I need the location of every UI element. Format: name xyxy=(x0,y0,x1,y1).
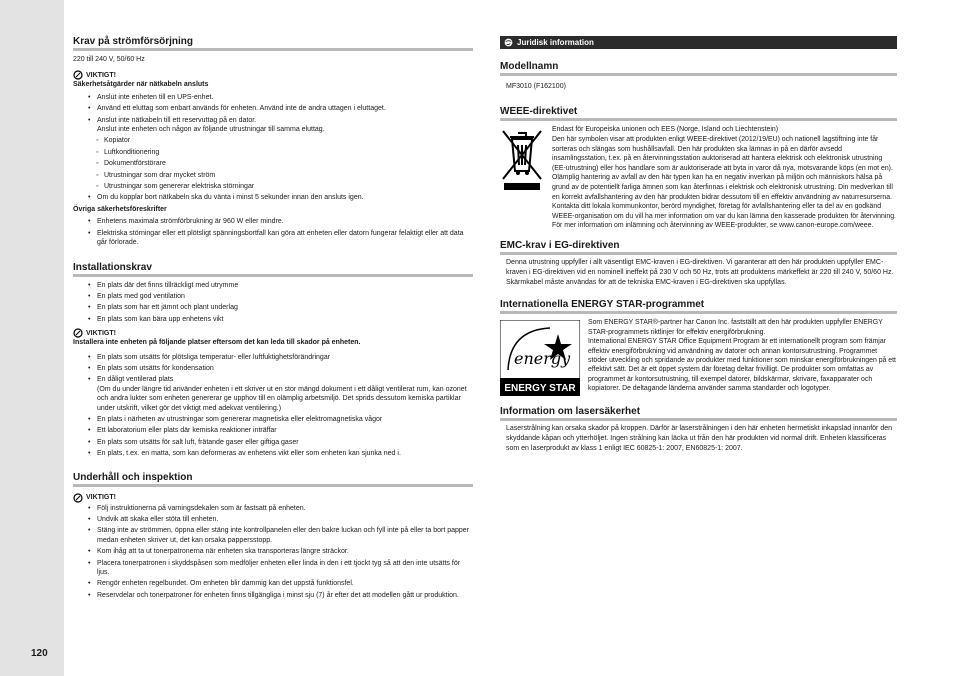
list-item: • En plats med god ventilation xyxy=(73,292,473,301)
legal-info-title: Juridisk information xyxy=(517,38,594,47)
list-item: • Undvik att skaka eller stöta till enheten. xyxy=(73,515,473,524)
install-warning xyxy=(73,328,473,338)
sub-list-item: ◦ Dokumentförstörare xyxy=(73,159,473,168)
bad-places-list xyxy=(73,353,473,459)
laser-heading: Information om lasersäkerhet xyxy=(500,406,897,421)
globe-icon xyxy=(504,38,513,47)
important-icon xyxy=(73,70,83,80)
energy-logo-script: energy xyxy=(514,349,571,369)
list-item: • En plats som utsätts för kondensation xyxy=(73,364,473,373)
list-item: • En plats där det finns tillräckligt med utrymme xyxy=(73,281,473,290)
crossed-bin-icon xyxy=(500,127,544,193)
important-icon xyxy=(73,493,83,503)
list-item: • Stäng inte av strömmen, öppna eller stäng inte kontrollpanelen eller den bakre luckan och fyll inte på eller ta bort papper medan enheten skriver ut, det kan orsaka pappersstopp. xyxy=(73,526,473,545)
install-warning-text: Installera inte enheten på följande platser eftersom det kan leda till skador på enheten. xyxy=(73,339,361,347)
emc-text: Denna utrustning uppfyller i allt väsentligt EMC-kraven i EG-direktiven. Vi garanterar att den här produkten uppfyller EMC-kraven i EG-direktiven vid en nominell ineffekt på 230 V och 50 Hz, trots att produktens märkeffekt är 220 till 240 V, 50/60 Hz. Skärmkabel måste användas för att de tekniska EMC-kraven i EG-direktiven ska uppfyllas. xyxy=(506,258,894,286)
emc-heading: EMC-krav i EG-direktiven xyxy=(500,240,897,255)
maint-list xyxy=(73,504,473,601)
other-title: Övriga säkerhetsföreskrifter xyxy=(73,205,167,213)
weee-block xyxy=(500,125,897,231)
page-margin xyxy=(0,0,64,676)
page-number: 120 xyxy=(31,648,48,659)
list-item: • Placera tonerpatronen i skyddspåsen som medföljer enheten eller linda in den i ett tjockt tyg så att den inte utsätts för ljus. xyxy=(73,559,473,578)
sub-list-item: ◦ Kopiator xyxy=(73,136,473,145)
install-heading: Installationskrav xyxy=(73,262,473,277)
list-item: • Anslut inte enheten till en UPS-enhet. xyxy=(73,93,473,102)
other-list xyxy=(73,217,473,247)
list-item: • Anslut inte nätkabeln till ett reservuttag på en dator. Anslut inte enheten och någon av följande utrustningar till samma eluttag. xyxy=(73,116,473,135)
list-item: • Kom ihåg att ta ut tonerpatronerna när enheten ska transporteras längre sträckor. xyxy=(73,547,473,556)
power-warning-label: VIKTIGT! xyxy=(86,71,116,79)
list-item: • Följ instruktionerna på varningsdekalen som är fastsatt på enheten. xyxy=(73,504,473,513)
list-item: • En plats som kan bära upp enhetens vikt xyxy=(73,315,473,324)
energy-heading: Internationella ENERGY STAR-programmet xyxy=(500,299,897,314)
maint-warning xyxy=(73,493,473,503)
energy-text: Som ENERGY STAR®-partner har Canon Inc. fastställt att den här produkten uppfyller ENERGY STAR-programmets riktlinjer för effektiv energiförbrukning. International ENERGY STAR Office Equipment Program är ett internationellt program som främjar effektiv energiförbrukning vid användning av datorer och annan kontorsutrustning. Programmet stöder utveckling och spridande av produkter med funktioner som minskar energiförbrukningen på ett effektivt sätt. Det är ett öppet system där företag deltar frivilligt. De produkter som omfattas av programmet är kontorsutrustning, till exempel datorer, bildskärmar, skrivare, faxapparater och kopiatorer. De deltagande länderna använder samma standarder och logotyper. xyxy=(588,319,896,393)
list-item: • En plats, t.ex. en matta, som kan deformeras av enhetens vikt eller som enheten kan sjunka ned i. xyxy=(73,449,473,458)
list-item: • En plats i närheten av utrustningar som genererar magnetiska eller elektromagnetiska vågor xyxy=(73,415,473,424)
sub-list-item: ◦ Luftkonditionering xyxy=(73,148,473,157)
maint-heading: Underhåll och inspektion xyxy=(73,472,473,487)
voltage-text: 220 till 240 V, 50/60 Hz xyxy=(73,56,145,63)
energy-block xyxy=(500,318,897,396)
list-item: • En plats som utsätts för plötsliga temperatur- eller luftfuktighetsförändringar xyxy=(73,353,473,362)
model-value: MF3010 (F162100) xyxy=(506,83,566,90)
right-column xyxy=(500,36,897,454)
sub-list-item: ◦ Utrustningar som drar mycket ström xyxy=(73,171,473,180)
list-item: • Använd ett eluttag som enbart används för enheten. Använd inte de andra uttagen i eluttaget. xyxy=(73,104,473,113)
important-icon xyxy=(73,328,83,338)
install-list xyxy=(73,281,473,325)
install-warning-label: VIKTIGT! xyxy=(86,329,116,337)
list-item: • Ett laboratorium eller plats där kemiska reaktioner inträffar xyxy=(73,426,473,435)
laser-text: Laserstrålning kan orsaka skador på kroppen. Därför är laserstrålningen i den här enheten hermetiskt inkapslad innanför den skyddande kåpan och ytterhöljet. Ingen strålning kan läcka ut från den här produkten vid normal drift. Enheten klassificeras som en laserprodukt av klass 1 enligt IEC 60825-1: 2007, EN60825-1: 2007. xyxy=(506,425,893,452)
list-item: • Om du kopplar bort nätkabeln ska du vänta i minst 5 sekunder innan den ansluts igen. xyxy=(73,193,473,202)
list-item: • En dåligt ventilerad plats (Om du under längre tid använder enheten i ett skriver ut en stor mängd dokument i ett dåligt ventilerat rum, kan ozonet och andra lukter som enheten genererar ge upphov till en olämplig arbetsmiljö. Det sprids dessutom kemiska partiklar under utskrift, vilket gör det viktigt med adekvat ventilering.) xyxy=(73,375,473,413)
list-item: • En plats som har ett jämnt och plant underlag xyxy=(73,303,473,312)
weee-text: Endast för Europeiska unionen och EES (Norge, Island och Liechtenstein) Den här symbolen visar att produkten enligt WEEE-direktivet (2012/19/EU) och nationell lagstiftning inte får sorteras och slängas som hushållsavfall. Den här produkten ska lämnas in på en därför avsedd insamlingsstation, t.ex. på en återvinningsstation auktoriserad att hantera elektrisk och elektronisk utrustning (EE-utrustning) eller hos handlare som är auktoriserade att byta in varor då nya, motsvarande köps (en mot en). Olämplig hantering av avfall av den här typen kan ha en negativ inverkan på miljön och människors hälsa på grund av de potentiellt farliga ämnen som kan återfinnas i elektrisk och elektronisk utrustning. Din medverkan till en korrekt avfallshantering av den här produkten bidrar dessutom till en effektiv användning av naturresurserna. Kontakta ditt lokala kommunkontor, berörd myndighet, företag för avfallshantering eller ta del av en godkänd WEEE-organisation om du vill ha mer information om var du kan lämna den kasserade produkten för återvinning. För mer information om inlämning och återvinning av WEEE-produkter, se www.canon-europe.com/weee. xyxy=(552,126,896,230)
list-item: • Enhetens maximala strömförbrukning är 960 W eller mindre. xyxy=(73,217,473,226)
power-warning xyxy=(73,70,473,80)
power-list xyxy=(73,93,473,203)
sub-list-item: ◦ Utrustningar som genererar elektriska störningar xyxy=(73,182,473,191)
energy-star-logo xyxy=(500,320,580,396)
list-item: • Elektriska störningar eller ett plötsligt spänningsbortfall kan göra att enheten eller datorn fungerar felaktigt eller att data går förlorade. xyxy=(73,229,473,248)
maint-warning-label: VIKTIGT! xyxy=(86,494,116,502)
model-heading: Modellnamn xyxy=(500,61,897,76)
weee-heading: WEEE-direktivet xyxy=(500,106,897,121)
list-item: • Reservdelar och tonerpatroner för enheten finns tillgängliga i minst sju (7) år efter det att modellen gått ur produktion. xyxy=(73,591,473,600)
left-column xyxy=(73,36,473,602)
list-item: • En plats som utsätts för salt luft, frätande gaser eller giftiga gaser xyxy=(73,438,473,447)
safety-title: Säkerhetsåtgärder när nätkabeln ansluts xyxy=(73,81,209,89)
list-item: • Rengör enheten regelbundet. Om enheten blir dammig kan det uppstå funktionsfel. xyxy=(73,579,473,588)
legal-info-bar xyxy=(500,36,897,49)
energy-logo-text: ENERGY STAR xyxy=(504,383,576,395)
power-heading: Krav på strömförsörjning xyxy=(73,36,473,51)
